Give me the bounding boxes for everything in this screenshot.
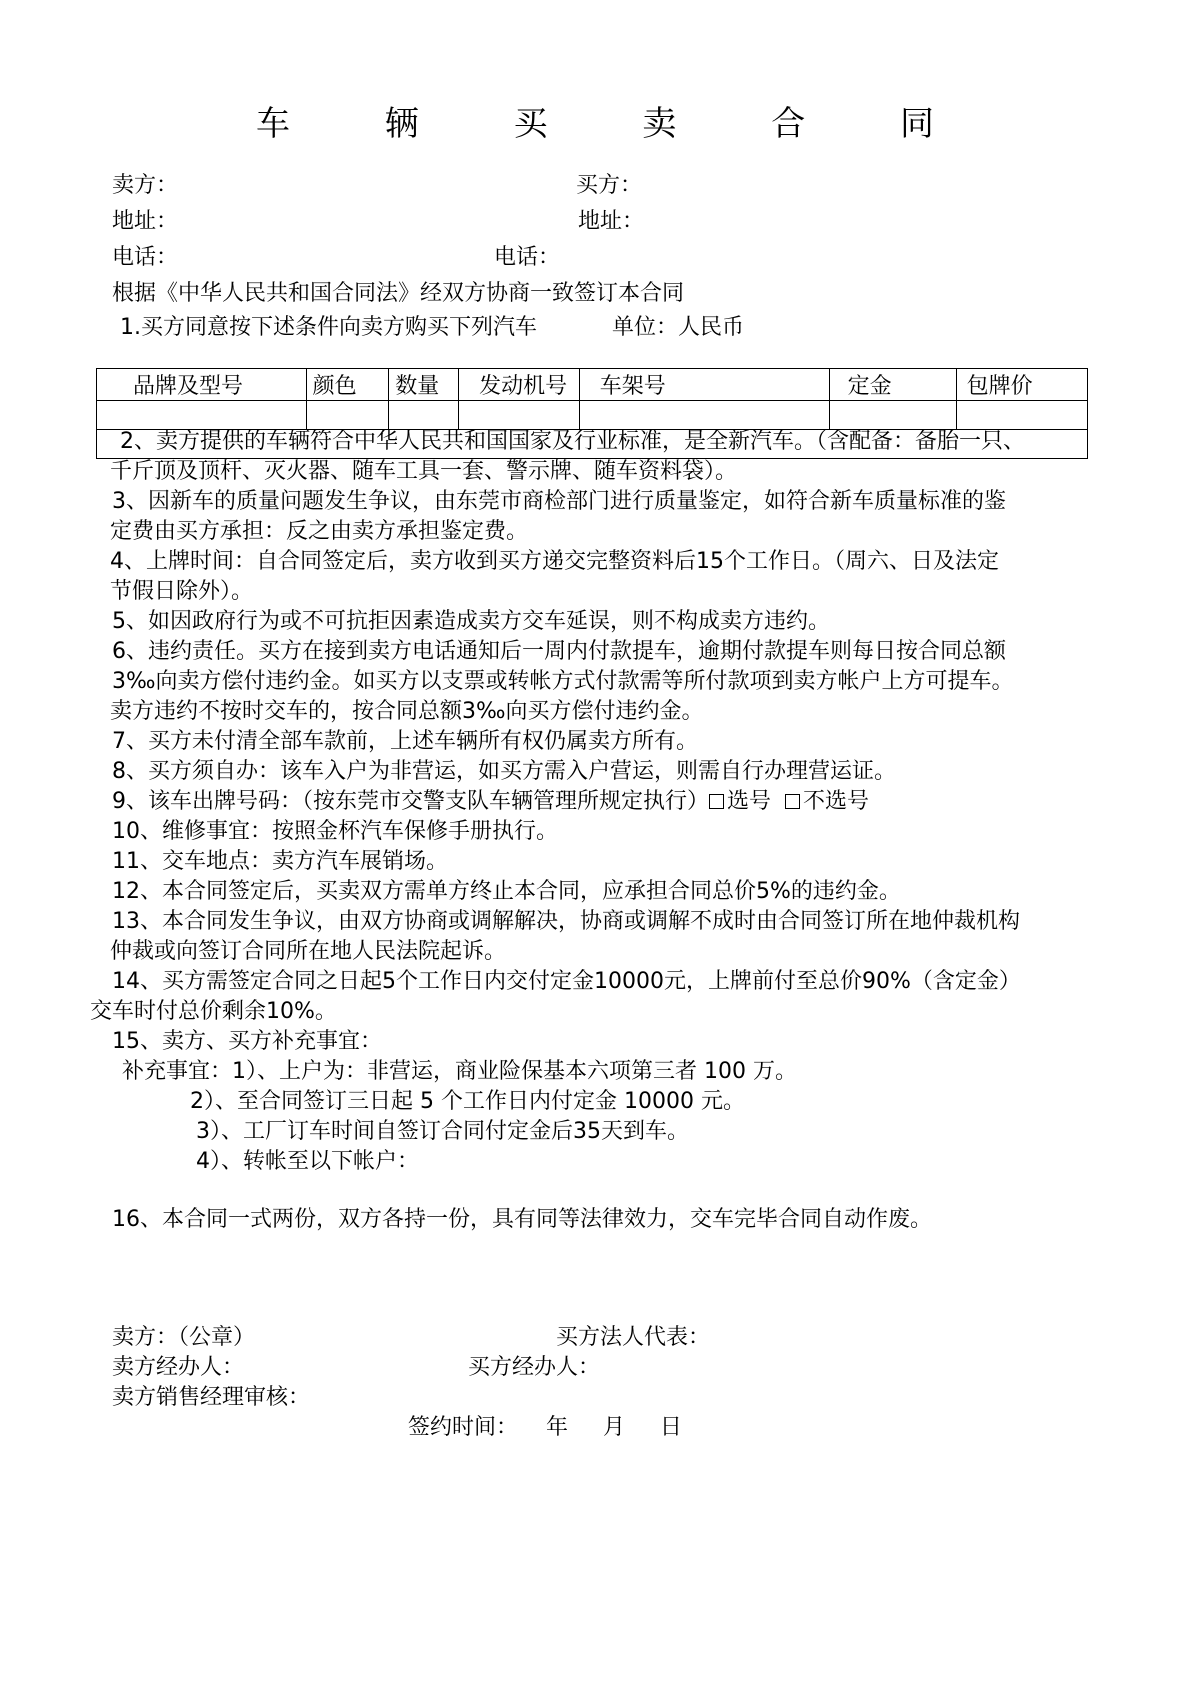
clause-1: 1.买方同意按下述条件向卖方购买下列汽车	[120, 315, 537, 340]
seller-phone-label: 电话：	[112, 245, 179, 270]
seller-address-label: 地址：	[112, 209, 179, 234]
header-quantity: 数量	[389, 369, 459, 401]
clause-6-line-3: 卖方违约不按时交车的，按合同总额3‰向买方偿付违约金。	[110, 699, 704, 724]
table-header-row	[97, 369, 1088, 401]
option-select-number[interactable]	[709, 788, 771, 816]
clause-10: 10、维修事宜：按照金杯汽车保修手册执行。	[112, 819, 558, 844]
clause-3-line-1: 3、因新车的质量问题发生争议，由东莞市商检部门进行质量鉴定，如符合新车质量标准的鉴	[112, 489, 1007, 514]
header-frame-number: 车架号	[579, 369, 829, 401]
clause-8: 8、买方须自办：该车入户为非营运，如买方需入户营运，则需自行办理营运证。	[112, 759, 896, 784]
clause-13-line-2: 仲裁或向签订合同所在地人民法院起诉。	[110, 939, 507, 964]
buyer-rep-label: 买方法人代表：	[556, 1325, 711, 1350]
seller-agent-label: 卖方经办人：	[112, 1355, 245, 1380]
document-title: 车 辆 买 卖 合 同	[255, 104, 977, 144]
checkbox-icon[interactable]	[709, 794, 724, 809]
clause-4-line-2: 节假日除外）。	[110, 579, 254, 604]
clause-2-line-1: 2、卖方提供的车辆符合中华人民共和国国家及行业标准，是全新汽车。（含配备：备胎一只、	[120, 429, 1026, 454]
seller-seal-label: 卖方：（公章）	[112, 1325, 256, 1350]
table-cell[interactable]	[956, 401, 1087, 430]
clause-16: 16、本合同一式两份，双方各持一份，具有同等法律效力，交车完毕合同自动作废。	[112, 1207, 932, 1232]
table-row	[97, 401, 1088, 430]
sign-date-label: 签约时间： 年 月 日	[408, 1415, 682, 1440]
clause-6-line-2: 3‰向卖方偿付违约金。如买方以支票或转帐方式付款需等所付款项到卖方帐户上方可提车。	[112, 669, 1014, 694]
table-cell[interactable]	[579, 401, 829, 430]
header-engine-number: 发动机号	[459, 369, 580, 401]
option-no-select-number-label: 不选号	[803, 789, 870, 814]
supplement-2: 2）、至合同签订三日起 5 个工作日内付定金 10000 元。	[190, 1089, 745, 1114]
clause-14-line-1: 14、买方需签定合同之日起5个工作日内交付定金10000元，上牌前付至总价90%（含定金）	[112, 969, 1021, 994]
clause-6-line-1: 6、违约责任。买方在接到卖方电话通知后一周内付款提车，逾期付款提车则每日按合同总额	[112, 639, 1007, 664]
clause-9-text: 9、该车出牌号码：（按东莞市交警支队车辆管理所规定执行）	[112, 789, 709, 814]
clause-3-line-2: 定费由买方承担：反之由卖方承担鉴定费。	[110, 519, 529, 544]
header-brand-model: 品牌及型号	[97, 369, 307, 401]
clause-2-line-2: 千斤顶及顶杆、灭火器、随车工具一套、警示牌、随车资料袋）。	[110, 459, 738, 484]
buyer-label: 买方：	[576, 173, 643, 198]
table-cell[interactable]	[97, 401, 307, 430]
supplement-3: 3）、工厂订车时间自签订合同付定金后35天到车。	[196, 1119, 689, 1144]
clause-9	[112, 788, 869, 816]
table-cell[interactable]	[389, 401, 459, 430]
buyer-phone-label: 电话：	[494, 245, 561, 270]
header-deposit: 定金	[829, 369, 956, 401]
clause-14-line-2: 交车时付总价剩余10%。	[90, 999, 337, 1024]
header-plate-price: 包牌价	[956, 369, 1087, 401]
clause-12: 12、本合同签定后，买卖双方需单方终止本合同，应承担合同总价5%的违约金。	[112, 879, 901, 904]
clause-5: 5、如因政府行为或不可抗拒因素造成卖方交车延误，则不构成卖方违约。	[112, 609, 830, 634]
preamble: 根据《中华人民共和国合同法》经双方协商一致签订本合同	[112, 281, 685, 306]
clause-4-line-1: 4、上牌时间：自合同签定后，卖方收到买方递交完整资料后15个工作日。（周六、日及法定	[110, 549, 999, 574]
supplement-4: 4）、转帐至以下帐户：	[196, 1149, 419, 1174]
option-select-number-label: 选号	[727, 789, 772, 814]
supplement-1: 补充事宜：1）、上户为：非营运，商业险保基本六项第三者 100 万。	[122, 1059, 797, 1084]
currency-unit: 单位：人民币	[612, 315, 745, 340]
table-cell[interactable]	[306, 401, 389, 430]
clause-15: 15、卖方、买方补充事宜：	[112, 1029, 382, 1054]
buyer-address-label: 地址：	[578, 209, 645, 234]
clause-7: 7、买方未付清全部车款前，上述车辆所有权仍属卖方所有。	[112, 729, 698, 754]
clause-13-line-1: 13、本合同发生争议，由双方协商或调解解决，协商或调解不成时由合同签订所在地仲裁机构	[112, 909, 1020, 934]
option-no-select-number[interactable]	[785, 788, 869, 816]
buyer-agent-label: 买方经办人：	[468, 1355, 601, 1380]
seller-label: 卖方：	[112, 173, 179, 198]
checkbox-icon[interactable]	[785, 794, 800, 809]
clause-11: 11、交车地点：卖方汽车展销场。	[112, 849, 448, 874]
table-cell[interactable]	[459, 401, 580, 430]
table-cell[interactable]	[829, 401, 956, 430]
header-color: 颜色	[306, 369, 389, 401]
seller-manager-label: 卖方销售经理审核：	[112, 1385, 311, 1410]
